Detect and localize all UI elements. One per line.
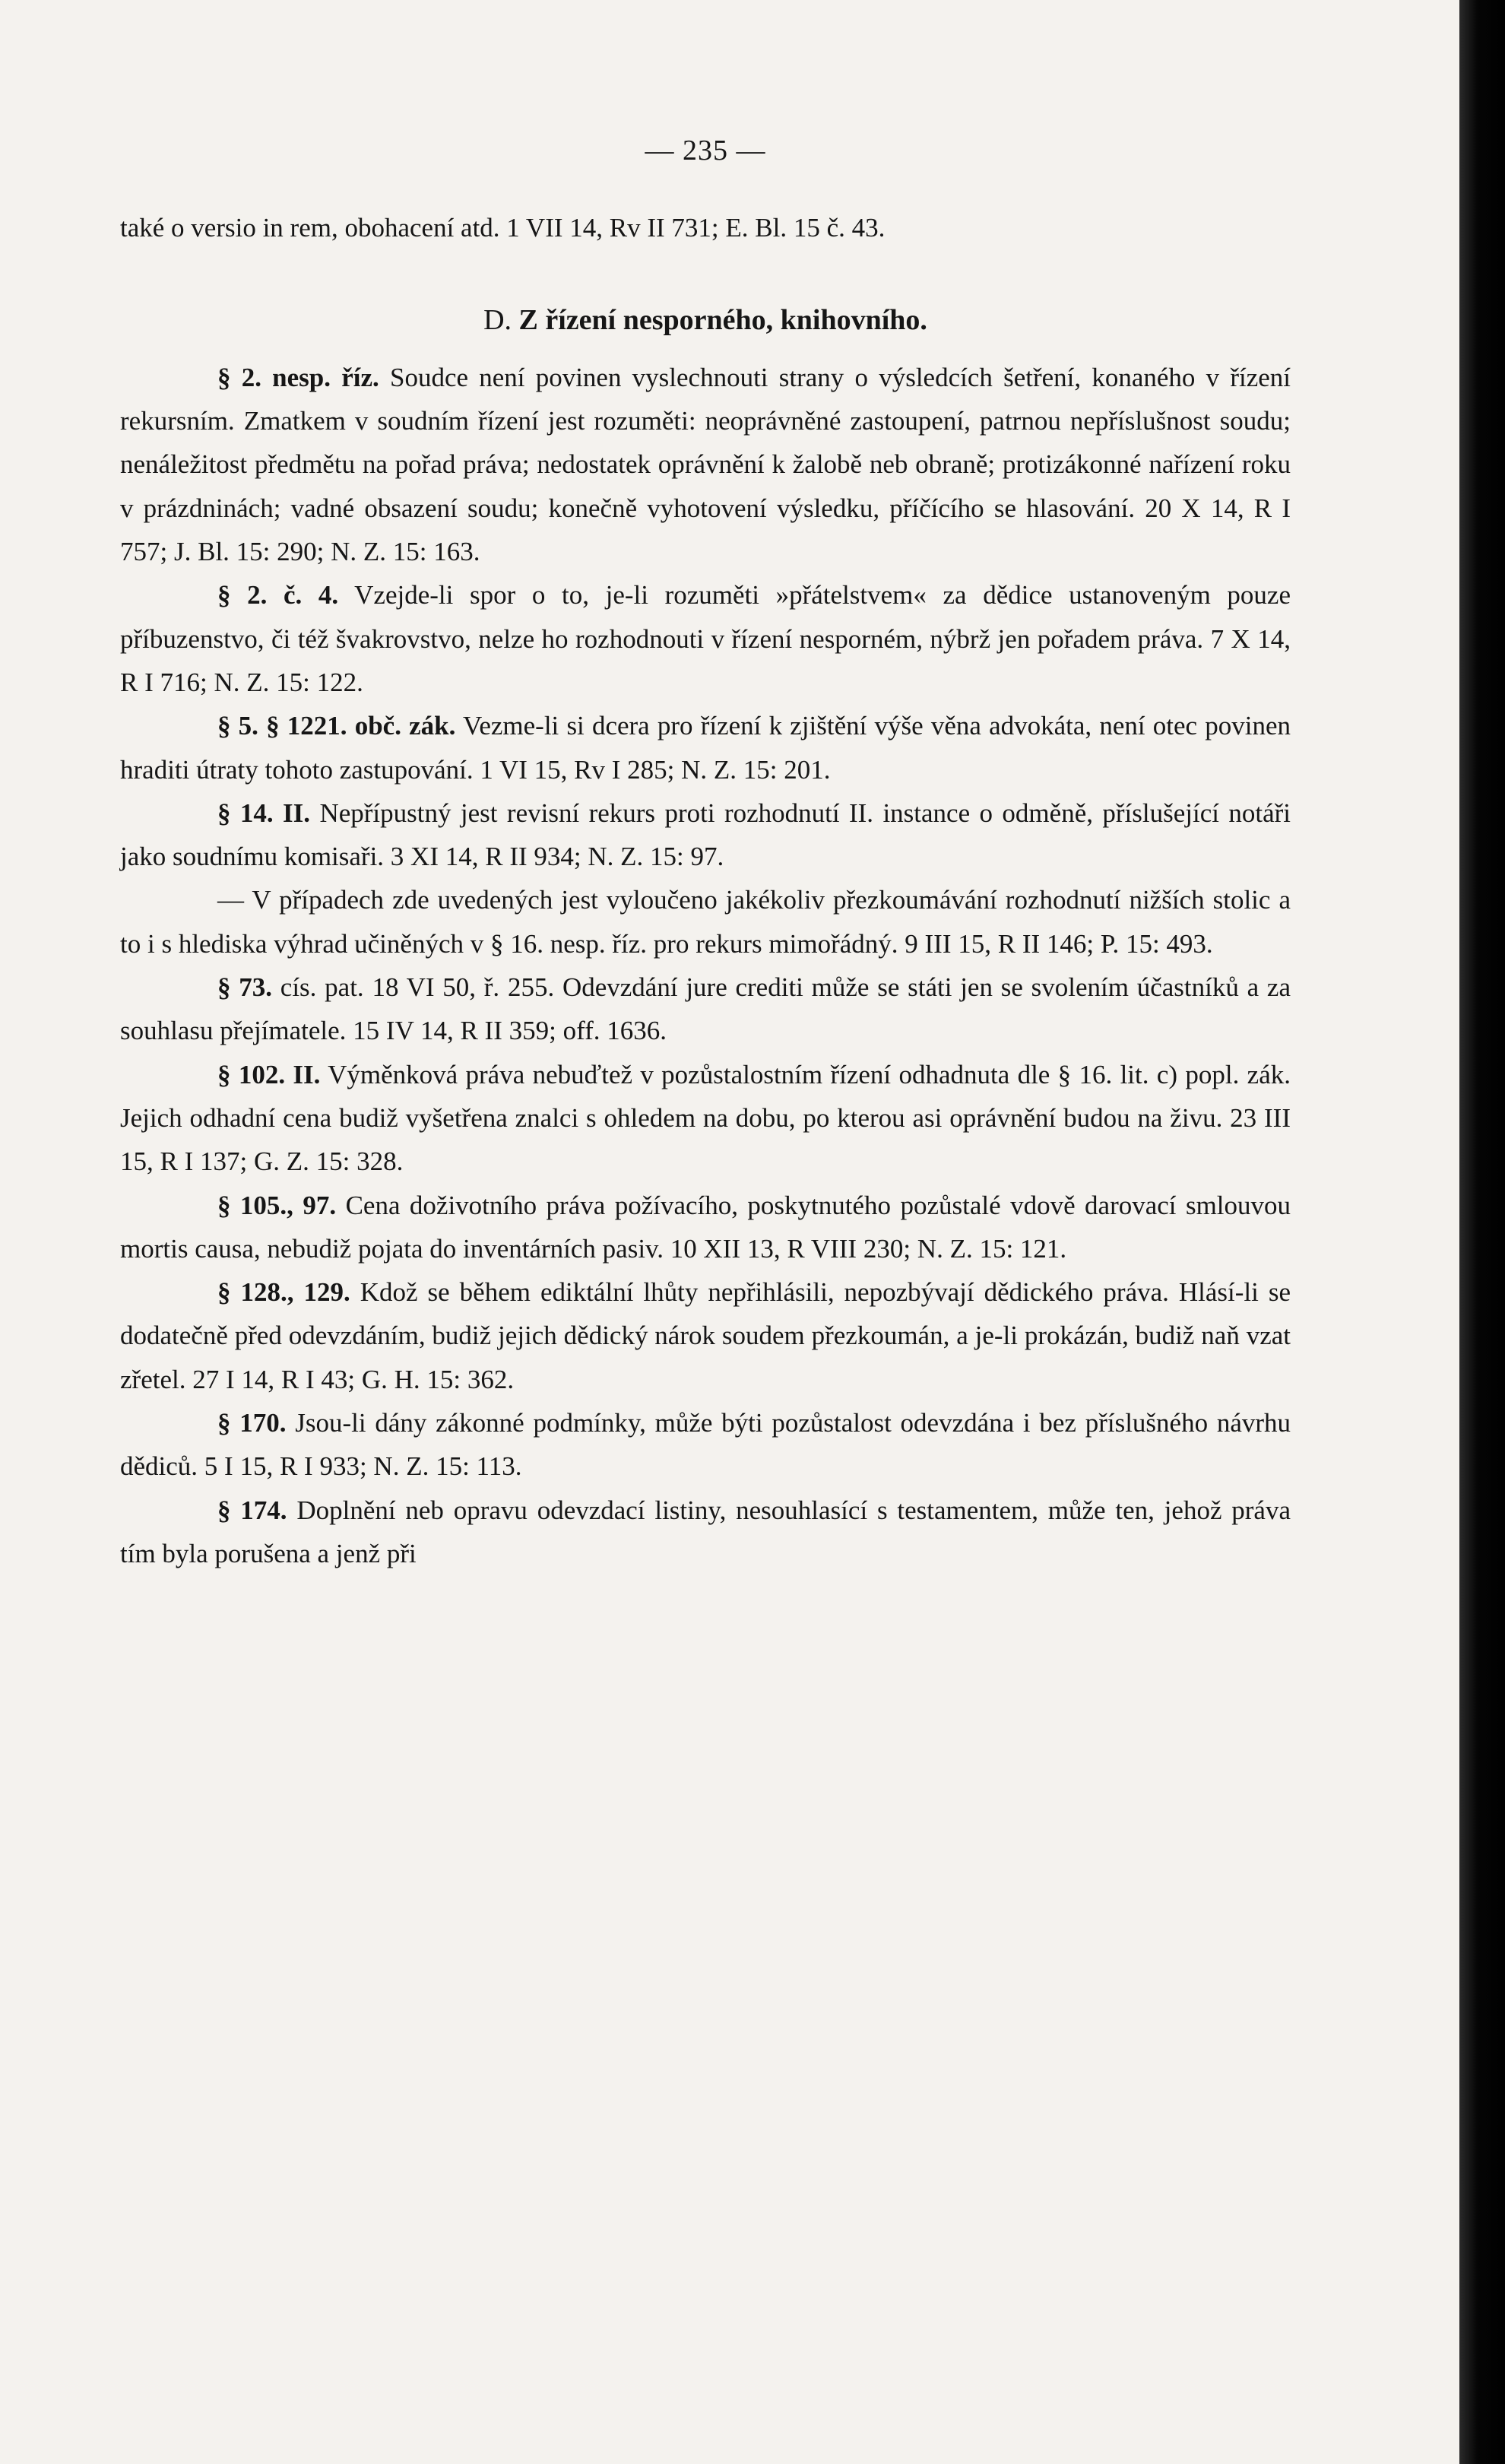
paragraph-1 (120, 356, 1291, 573)
page-content (120, 129, 1291, 1575)
paragraph-6 (120, 966, 1291, 1053)
paragraph-ref: § 2. č. 4. (217, 580, 339, 610)
page-number: — 235 — (645, 135, 766, 166)
paragraph-text: Jsou-li dány zákonné podmínky, může býti pozůstalost odevzdána i bez příslušného návrhu dědiců. 5 I 15, R I 933; N. Z. 15: 113. (120, 1408, 1291, 1482)
paragraph-4 (120, 791, 1291, 879)
paragraph-text: Kdož se během ediktální lhůty nepřihlásili, nepozbývají dědického práva. Hlásí-li se dodatečně před odevzdáním, budiž jejich dědický nárok soudem přezkoumán, a je-li prokázán, budiž naň vzat zřetel. 27 I 14, R I 43; G. H. 15: 362. (120, 1277, 1291, 1394)
paragraph-ref: § 102. II. (217, 1059, 321, 1089)
scan-dark-edge (1459, 0, 1505, 2464)
paragraph-ref: § 5. § 1221. obč. zák. (217, 711, 456, 741)
paragraph-10 (120, 1401, 1291, 1489)
paragraph-ref: § 2. nesp. říz. (217, 362, 379, 392)
paragraph-ref: § 174. (217, 1495, 287, 1525)
paragraph-text: Výměnková práva nebuďtež v pozůstalostním řízení odhadnuta dle § 16. lit. c) popl. zák. Jejich odhadní cena budiž vyšetřena znalci s ohledem na dobu, po kterou asi oprávnění budou na živu. 23 III 15, R I 137; G. Z. 15: 328. (120, 1059, 1291, 1177)
paragraph-11 (120, 1489, 1291, 1576)
paragraph-ref: — (217, 885, 244, 915)
intro-paragraph: také o versio in rem, obohacení atd. 1 VII 14, Rv II 731; E. Bl. 15 č. 43. (120, 213, 886, 243)
paragraph-ref: § 73. (217, 972, 273, 1003)
paragraph-text: Vzejde-li spor o to, je-li rozuměti »přátelstvem« za dědice ustanoveným pouze příbuzenstvo, či též švakrovstvo, nelze ho rozhodnouti v řízení nesporném, nýbrž jen pořadem práva. 7 X 14, R I 716; N. Z. 15: 122. (120, 580, 1291, 697)
paragraph-ref: § 14. II. (217, 798, 311, 828)
paragraph-7 (120, 1053, 1291, 1184)
paragraph-5 (120, 878, 1291, 966)
paragraph-3 (120, 704, 1291, 791)
paragraph-ref: § 105., 97. (217, 1190, 337, 1220)
paragraph-text: Doplnění neb opravu odevzdací listiny, nesouhlasící s testamentem, může ten, jehož práva tím byla porušena a jenž při (120, 1495, 1291, 1568)
paragraph-ref: § 128., 129. (217, 1277, 350, 1308)
section-heading-title: Z řízení nesporného, knihovního. (518, 303, 927, 336)
paragraph-text: Soudce není povinen vyslechnouti strany o výsledcích šetření, konaného v řízení rekursním. Zmatkem v soudním řízení jest rozuměti: neoprávněné zastoupení, patrnou nepříslušnost soudu; nenáležitost předmětu na pořad práva; nedostatek oprávnění k žalobě neb obraně; protizákonné nařízení roku v prázdninách; vadné obsazení soudu; konečně vyhotovení výsledku, příčícího se hlasování. 20 X 14, R I 757; J. Bl. 15: 290; N. Z. 15: 163. (120, 362, 1291, 567)
paragraph-text: Cena doživotního práva požívacího, poskytnutého pozůstalé vdově darovací smlouvou mortis causa, nebudiž pojata do inventárních pasiv. 10 XII 13, R VIII 230; N. Z. 15: 121. (120, 1190, 1291, 1264)
paragraph-text: V případech zde uvedených jest vyloučeno jakékoliv přezkoumávání rozhodnutí nižších stolic a to i s hlediska výhrad učiněných v § 16. nesp. říz. pro rekurs mimořádný. 9 III 15, R II 146; P. 15: 493. (120, 885, 1291, 959)
paragraph-2 (120, 573, 1291, 704)
paragraph-9 (120, 1270, 1291, 1401)
paragraph-ref: § 170. (217, 1408, 287, 1438)
section-heading-prefix: D. (483, 303, 512, 336)
paragraph-text: cís. pat. 18 VI 50, ř. 255. Odevzdání jure crediti může se státi jen se svolením účastníků a za souhlasu přejímatele. 15 IV 14, R II 359; off. 1636. (120, 972, 1291, 1046)
section-heading (120, 299, 1291, 342)
paragraph-8 (120, 1184, 1291, 1271)
paragraph-text: Nepřípustný jest revisní rekurs proti rozhodnutí II. instance o odměně, příslušející notáři jako soudnímu komisaři. 3 XI 14, R II 934; N. Z. 15: 97. (120, 798, 1291, 872)
paragraph-text: Vezme-li si dcera pro řízení k zjištění výše věna advokáta, není otec povinen hraditi útraty tohoto zastupování. 1 VI 15, Rv I 285; N. Z. 15: 201. (120, 711, 1291, 785)
